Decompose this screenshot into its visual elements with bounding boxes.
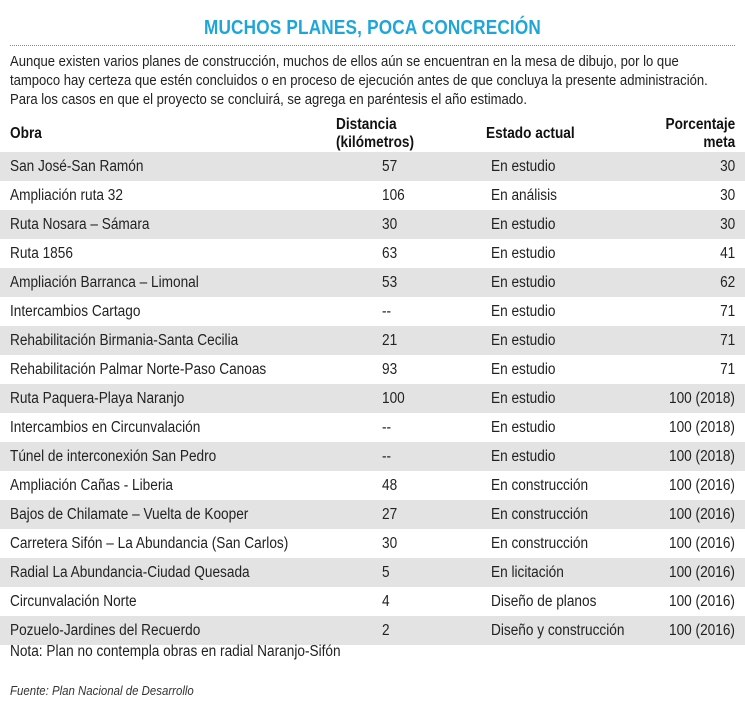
cell-obra: Ampliación Barranca – Limonal: [10, 273, 199, 291]
cell-estado: En análisis: [491, 186, 558, 204]
table-row: [0, 239, 745, 268]
cell-obra: Carretera Sifón – La Abundancia (San Carlos): [10, 534, 289, 552]
cell-porcentaje: 100 (2018): [669, 389, 735, 407]
cell-porcentaje: 100 (2016): [669, 621, 735, 639]
table-row: [0, 413, 745, 442]
cell-estado: Diseño de planos: [491, 592, 597, 610]
cell-distancia: 48: [382, 476, 398, 494]
title-divider: [10, 45, 735, 46]
cell-distancia: 5: [382, 563, 390, 581]
cell-estado: Diseño y construcción: [491, 621, 625, 639]
cell-distancia: 106: [382, 186, 405, 204]
cell-estado: En estudio: [491, 360, 556, 378]
projects-table: [0, 116, 745, 645]
table-row: [0, 210, 745, 239]
cell-estado: En estudio: [491, 389, 556, 407]
table-row: [0, 152, 745, 181]
cell-obra: Ruta 1856: [10, 244, 73, 262]
header-porcentaje: Porcentaje meta: [665, 116, 735, 151]
cell-porcentaje: 100 (2018): [669, 418, 735, 436]
cell-porcentaje: 100 (2018): [669, 447, 735, 465]
note-text: Nota: Plan no contempla obras en radial Naranjo-Sifón: [10, 643, 341, 660]
cell-porcentaje: 100 (2016): [669, 476, 735, 494]
table-row: [0, 558, 745, 587]
cell-porcentaje: 30: [719, 157, 735, 175]
cell-distancia: 53: [382, 273, 398, 291]
cell-obra: Ampliación ruta 32: [10, 186, 123, 204]
source-credit: Fuente: Plan Nacional de Desarrollo: [10, 683, 194, 698]
cell-distancia: 2: [382, 621, 390, 639]
infographic-title: MUCHOS PLANES, POCA CONCRECIÓN: [203, 17, 542, 39]
table-row: [0, 268, 745, 297]
cell-distancia: 4: [382, 592, 390, 610]
cell-estado: En estudio: [491, 157, 556, 175]
cell-estado: En estudio: [491, 215, 556, 233]
cell-distancia: --: [382, 447, 392, 465]
cell-obra: Rehabilitación Palmar Norte-Paso Canoas: [10, 360, 267, 378]
table-row: [0, 529, 745, 558]
cell-estado: En estudio: [491, 447, 556, 465]
table-row: [0, 297, 745, 326]
table-row: [0, 326, 745, 355]
cell-distancia: 30: [382, 215, 398, 233]
cell-distancia: 21: [382, 331, 398, 349]
cell-estado: En licitación: [491, 563, 564, 581]
cell-distancia: 63: [382, 244, 398, 262]
cell-porcentaje: 100 (2016): [669, 534, 735, 552]
cell-obra: Ampliación Cañas - Liberia: [10, 476, 174, 494]
cell-obra: Intercambios en Circunvalación: [10, 418, 201, 436]
cell-estado: En construcción: [491, 476, 589, 494]
table-row: [0, 471, 745, 500]
cell-obra: Rehabilitación Birmania-Santa Cecilia: [10, 331, 239, 349]
table-row: [0, 384, 745, 413]
cell-distancia: --: [382, 302, 392, 320]
cell-porcentaje: 71: [719, 331, 735, 349]
header-estado: Estado actual: [486, 125, 575, 142]
table-header-row: [0, 116, 745, 152]
cell-porcentaje: 62: [719, 273, 735, 291]
cell-porcentaje: 30: [719, 215, 735, 233]
header-obra: Obra: [10, 125, 42, 142]
cell-estado: En construcción: [491, 534, 589, 552]
cell-obra: Túnel de interconexión San Pedro: [10, 447, 217, 465]
cell-obra: Pozuelo-Jardines del Recuerdo: [10, 621, 201, 639]
table-row: [0, 500, 745, 529]
cell-distancia: 30: [382, 534, 398, 552]
cell-obra: Circunvalación Norte: [10, 592, 137, 610]
intro-paragraph: [10, 52, 745, 109]
cell-porcentaje: 71: [719, 302, 735, 320]
cell-obra: Ruta Paquera-Playa Naranjo: [10, 389, 185, 407]
cell-obra: Bajos de Chilamate – Vuelta de Kooper: [10, 505, 249, 523]
header-distancia: Distancia (kilómetros): [336, 116, 415, 151]
cell-estado: En estudio: [491, 418, 556, 436]
cell-estado: En estudio: [491, 244, 556, 262]
table-row: [0, 616, 745, 645]
cell-porcentaje: 71: [719, 360, 735, 378]
cell-obra: Ruta Nosara – Sámara: [10, 215, 150, 233]
cell-estado: En estudio: [491, 273, 556, 291]
cell-obra: Intercambios Cartago: [10, 302, 141, 320]
table-row: [0, 181, 745, 210]
cell-distancia: 57: [382, 157, 398, 175]
table-body: [0, 152, 745, 645]
cell-porcentaje: 100 (2016): [669, 563, 735, 581]
table-row: [0, 587, 745, 616]
cell-obra: San José-San Ramón: [10, 157, 144, 175]
cell-porcentaje: 100 (2016): [669, 592, 735, 610]
cell-estado: En estudio: [491, 302, 556, 320]
cell-estado: En estudio: [491, 331, 556, 349]
intro-line: Aunque existen varios planes de construcción, muchos de ellos aún se encuentran en la mesa de dibujo, por lo que: [10, 53, 679, 70]
table-row: [0, 442, 745, 471]
cell-distancia: 100: [382, 389, 405, 407]
cell-porcentaje: 30: [719, 186, 735, 204]
cell-porcentaje: 41: [719, 244, 735, 262]
cell-obra: Radial La Abundancia-Ciudad Quesada: [10, 563, 250, 581]
cell-distancia: 93: [382, 360, 398, 378]
cell-porcentaje: 100 (2016): [669, 505, 735, 523]
intro-line: tampoco hay certeza que estén concluidos o en proceso de ejecución antes de que concluya la presente administración.: [10, 72, 708, 89]
cell-distancia: --: [382, 418, 392, 436]
cell-distancia: 27: [382, 505, 398, 523]
table-row: [0, 355, 745, 384]
intro-line: Para los casos en que el proyecto se concluirá, se agrega en paréntesis el año estimado.: [10, 91, 527, 108]
cell-estado: En construcción: [491, 505, 589, 523]
